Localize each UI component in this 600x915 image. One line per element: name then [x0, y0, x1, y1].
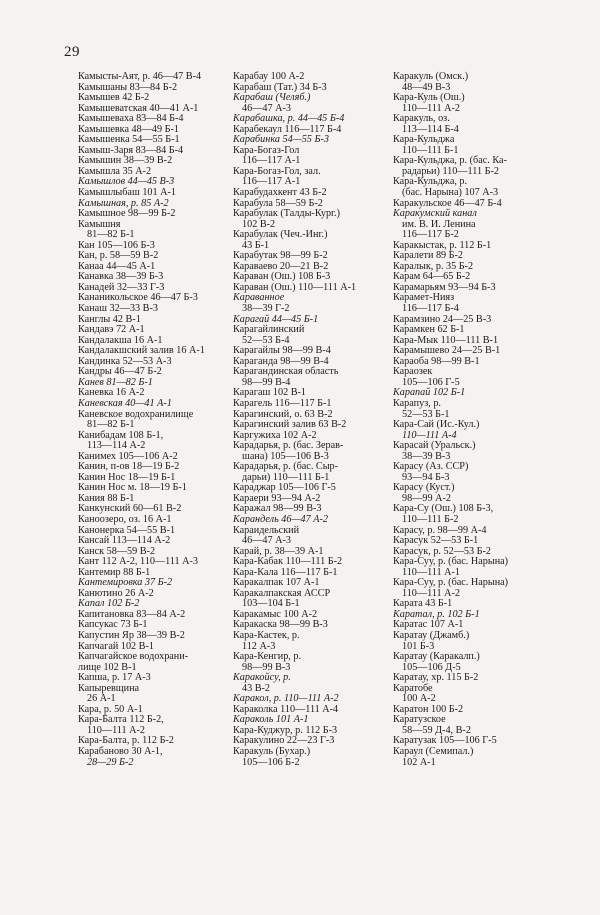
index-entry: Капитановка 83—84 А-2 [78, 608, 186, 620]
index-entry: Карабудахкент 43 Б-2 [233, 187, 327, 199]
index-entry: Кара-Куль (Ош.) [393, 92, 465, 104]
index-entry: Карамет-Нияз [393, 292, 455, 304]
index-entry: Камысты-Аят, р. 46—47 В-4 [78, 71, 202, 82]
index-entry: Камышлов 44—45 В-3 [78, 176, 175, 188]
index-entry: им. В. И. Ленина [402, 218, 476, 230]
index-entry: Карамарьям 93—94 Б-3 [393, 281, 496, 293]
index-entry: Каноозеро, оз. 16 А-1 [78, 513, 172, 525]
index-entry: 46—47 А-3 [242, 535, 291, 547]
index-entry: Караидельский [233, 524, 300, 536]
index-entry: Кандавэ 72 А-1 [78, 324, 145, 336]
index-entry: дарьи) 110—111 Б-1 [242, 471, 330, 483]
index-entry: Камышня [78, 218, 121, 230]
index-entry: 116—117 А-1 [242, 155, 301, 167]
index-entry: 110—111 А-2 [87, 724, 146, 736]
index-entry: Канин Нос 18—19 Б-1 [78, 471, 176, 483]
index-entry: Каратау, хр. 115 Б-2 [393, 672, 479, 684]
index-entry: Каргужиха 102 А-2 [233, 429, 317, 441]
index-entry: 81—82 Б-1 [87, 229, 135, 241]
index-entry: Карагайлинский [233, 324, 305, 336]
index-entry: Кара-Кульджа, р. [393, 176, 468, 188]
index-entry: Камышенка 54—55 Б-1 [78, 134, 180, 146]
index-entry: Камышев 42 Б-2 [78, 92, 150, 104]
index-entry: 102 В-2 [242, 218, 276, 230]
index-entry: Камышное 98—99 Б-2 [78, 208, 176, 220]
index-entry: Карапай 102 Б-1 [393, 387, 466, 399]
index-entry: Карай, р. 38—39 А-1 [233, 545, 324, 557]
index-entry: Камышлыбаш 101 А-1 [78, 187, 177, 199]
index-entry: Каракуль (Омск.) [393, 71, 469, 82]
index-entry: Кара-Мык 110—111 В-1 [393, 334, 499, 346]
index-entry: Кан, р. 58—59 В-2 [78, 250, 159, 262]
index-entry: Кара-Кастек, р. [233, 629, 300, 641]
index-entry: 110—111 А-2 [402, 587, 461, 599]
index-entry: 101 Б-3 [402, 640, 435, 652]
index-entry: Канкунский 60—61 В-2 [78, 503, 182, 515]
index-entry: Кара-Богаз-Гол, зал. [233, 165, 321, 177]
index-entry: Каратау (Джамб.) [393, 629, 470, 641]
index-entry: Каракумский канал [393, 208, 477, 220]
index-column-2 [233, 72, 390, 768]
index-entry: 98—99 А-2 [402, 492, 451, 504]
index-entry: Карамзино 24—25 В-3 [393, 313, 492, 325]
index-entry: Карасу (Аз. ССР) [393, 461, 469, 473]
index-entry: Каракуль (Бухар.) [233, 746, 311, 757]
index-entry: Каракойсу, р. [233, 672, 291, 684]
index-entry: 52—53 Б-1 [402, 408, 450, 420]
index-entry: 110—111 А-1 [402, 566, 461, 578]
index-entry: Каратузак 105—106 Г-5 [393, 735, 497, 747]
index-entry: 112 А-3 [242, 640, 276, 652]
index-entry: Карагай 44—45 Б-1 [233, 313, 319, 325]
index-entry: Карабинка 54—55 Б-3 [233, 134, 329, 146]
index-entry: Канаш 32—33 В-3 [78, 303, 158, 315]
index-entry: Кара-Суу, р. (бас. Нарына) [393, 556, 509, 568]
index-entry: Канаа 44—45 А-1 [78, 260, 156, 272]
index-column-3 [393, 72, 551, 768]
index-entry: Канглы 42 В-1 [78, 313, 141, 325]
index-entry: Канонерка 54—55 В-1 [78, 524, 176, 536]
index-entry: 113—114 А-2 [87, 440, 146, 452]
index-entry: Каракульское 46—47 Б-4 [393, 197, 502, 209]
index-entry: Капал 102 Б-2 [78, 598, 140, 610]
index-entry: Кандалакшский залив 16 А-1 [78, 345, 205, 357]
index-entry: 46—47 А-3 [242, 102, 291, 114]
index-entry: 98—99 В-3 [242, 661, 291, 673]
index-entry: Карагандинская область [233, 366, 339, 378]
index-entry: Кантемир 88 Б-1 [78, 566, 151, 578]
index-entry: Карасук 52—53 Б-1 [393, 535, 479, 547]
index-entry: Каракол, р. 110—111 А-2 [233, 693, 339, 705]
index-entry: Карагаш 102 В-1 [233, 387, 306, 399]
index-entry: 105—106 Д-5 [402, 661, 461, 673]
index-entry: Карасай (Уральск.) [393, 440, 476, 452]
index-entry: Канимех 105—106 А-2 [78, 450, 178, 462]
index-entry: Карагинский, о. 63 В-2 [233, 408, 333, 420]
index-entry: радарьи) 110—111 Б-2 [402, 165, 499, 177]
index-entry: Каратузское [393, 714, 446, 726]
index-entry: Каралык, р. 35 Б-2 [393, 260, 474, 272]
index-entry: Каракалпакская АССР [233, 587, 331, 599]
index-entry: Караул (Семипал.) [393, 746, 474, 757]
index-entry: Кара-Кульджа, р. (бас. Ка- [393, 155, 507, 167]
index-entry: Кансай 113—114 А-2 [78, 535, 171, 547]
index-entry: Каражал 98—99 В-3 [233, 503, 322, 515]
index-entry: Караколка 110—111 А-4 [233, 703, 339, 715]
index-entry: Карам 64—65 Б-2 [393, 271, 471, 283]
index-entry: Канев 81—82 Б-1 [78, 376, 153, 388]
index-entry: Камышин 38—39 В-2 [78, 155, 173, 167]
index-entry: 110—111 Б-1 [402, 144, 459, 156]
index-entry: 100 А-2 [402, 693, 436, 705]
index-entry: Каракалпак 107 А-1 [233, 577, 320, 589]
index-entry: 38—39 Г-2 [242, 303, 290, 315]
index-entry: Капчагайское водохрани- [78, 651, 189, 663]
index-entry: Каратас 107 А-1 [393, 619, 464, 631]
index-entry: Кан 105—106 Б-3 [78, 239, 155, 251]
index-entry: Кананикольское 46—47 Б-3 [78, 292, 198, 304]
page-number: 29 [64, 44, 80, 60]
index-entry: Канин, п-ов 18—19 Б-2 [78, 461, 180, 473]
index-entry: 116—117 А-1 [242, 176, 301, 188]
index-entry: 110—111 Б-2 [402, 513, 459, 525]
index-entry: Карабула 58—59 Б-2 [233, 197, 323, 209]
index-entry: Кант 112 А-2, 110—111 А-3 [78, 556, 199, 568]
index-entry: Канин Нос м. 18—19 Б-1 [78, 482, 187, 494]
index-entry: 116—117 Б-2 [402, 229, 459, 241]
index-entry: Карамышево 24—25 В-1 [393, 345, 501, 357]
index-entry: Карапуз, р. [393, 397, 441, 409]
index-entry: Карагель 116—117 Б-1 [233, 397, 332, 409]
index-entry: Карабаново 30 А-1, [78, 746, 163, 757]
index-column-1 [78, 72, 228, 768]
index-entry: Карасук, р. 52—53 Б-2 [393, 545, 491, 557]
index-entry: Карабаш (Челяб.) [233, 92, 311, 104]
index-entry: Каратал, р. 102 Б-1 [393, 608, 480, 620]
index-entry: Карагайлы 98—99 В-4 [233, 345, 331, 357]
index-entry: 52—53 Б-4 [242, 334, 290, 346]
index-entry: Кара-Богаз-Гол [233, 144, 300, 156]
index-entry: Карaоба 98—99 В-1 [393, 355, 480, 367]
index-entry: 105—106 Г-5 [402, 376, 460, 388]
index-entry: Кандры 46—47 Б-2 [78, 366, 162, 378]
index-entry: Каракамыс 100 А-2 [233, 608, 318, 620]
index-entry: Кара-Кенгир, р. [233, 651, 302, 663]
index-entry: Каракыстак, р. 112 Б-1 [393, 239, 492, 251]
index-entry: Кандалакша 16 А-1 [78, 334, 163, 346]
index-entry: Карандель 46—47 А-2 [233, 513, 328, 525]
index-entry: Карадарья, р. (бас. Сыр- [233, 461, 339, 473]
index-entry: 81—82 Б-1 [87, 419, 135, 431]
index-entry: Кантемировка 37 Б-2 [78, 577, 173, 589]
index-entry: Кандинка 52—53 А-3 [78, 355, 172, 367]
index-entry: Карабутак 98—99 Б-2 [233, 250, 328, 262]
index-entry: Карасу (Куст.) [393, 482, 455, 494]
index-entry: 102 А-1 [402, 756, 436, 768]
index-entry: Каратон 100 Б-2 [393, 703, 464, 715]
index-entry: Каракуль, оз. [393, 113, 450, 125]
index-entry: Карабулак (Талды-Кург.) [233, 208, 340, 220]
index-entry: Кара-Балта, р. 112 Б-2 [78, 735, 174, 747]
index-entry: Карабау 100 А-2 [233, 71, 305, 82]
index-entry: 38—39 В-3 [402, 450, 451, 462]
index-entry: Каракаска 98—99 В-3 [233, 619, 328, 631]
index-entry: Каралети 89 Б-2 [393, 250, 464, 262]
index-entry: Караваево 20—21 В-2 [233, 260, 329, 272]
index-entry: Караван (Ош.) 110—111 А-1 [233, 281, 357, 293]
index-entry: Канибадам 108 Б-1, [78, 429, 164, 441]
index-entry: Кара-Кала 116—117 Б-1 [233, 566, 338, 578]
index-entry: 116—117 Б-4 [402, 303, 459, 315]
index-entry: Карата 43 Б-1 [393, 598, 453, 610]
index-entry: Караджар 105—106 Г-5 [233, 482, 336, 494]
index-entry: Каневская 40—41 А-1 [78, 397, 172, 409]
index-entry: Камышеваха 83—84 Б-4 [78, 113, 184, 125]
index-entry: Карабекаул 116—117 Б-4 [233, 123, 342, 135]
index-entry: Кара-Балта 112 Б-2, [78, 714, 164, 726]
index-entry: 113—114 Б-4 [402, 123, 459, 135]
index-entry: 58—59 Д-4, В-2 [402, 724, 471, 736]
index-entry: шана) 105—106 В-3 [242, 450, 329, 462]
index-entry: Кара-Су (Ош.) 108 Б-3, [393, 503, 494, 515]
index-entry: Камышная, р. 85 А-2 [78, 197, 169, 209]
index-entry: Кания 88 Б-1 [78, 492, 135, 504]
index-entry: Караганда 98—99 В-4 [233, 355, 329, 367]
index-entry: Камышеватская 40—41 А-1 [78, 102, 199, 114]
index-entry: Карабаш (Тат.) 34 Б-3 [233, 81, 327, 93]
index-entry: Канютино 26 А-2 [78, 587, 154, 599]
index-entry: Кара-Суу, р. (бас. Нарына) [393, 577, 509, 589]
index-entry: Карагинский залив 63 В-2 [233, 419, 347, 431]
index-entry: Караколь 101 А-1 [233, 714, 309, 726]
index-entry: Каракулино 22—23 Г-3 [233, 735, 335, 747]
index-entry: Капсукас 73 Б-1 [78, 619, 148, 631]
index-entry: 110—111 А-4 [402, 429, 457, 441]
index-entry: Канск 58—59 В-2 [78, 545, 156, 557]
index-entry: Кара-Кабак 110—111 Б-2 [233, 556, 343, 568]
index-entry: Караван (Ош.) 108 Б-3 [233, 271, 331, 283]
index-entry: 43 Б-1 [242, 239, 270, 251]
index-entry: Караозек [393, 366, 433, 378]
index-entry: Карадарья, р. (бас. Зерав- [233, 440, 344, 452]
index-entry: Камышевка 48—49 Б-1 [78, 123, 179, 135]
index-entry: 110—111 А-2 [402, 102, 461, 114]
index-entry: Капчагай 102 В-1 [78, 640, 154, 652]
index-entry: 26 А-1 [87, 693, 116, 705]
index-entry: Карабулак (Чеч.-Инг.) [233, 229, 328, 241]
index-entry: Каневка 16 А-2 [78, 387, 145, 399]
index-entry: 105—106 Б-2 [242, 756, 300, 768]
index-entry: Караери 93—94 А-2 [233, 492, 321, 504]
index-entry: 48—49 В-3 [402, 81, 451, 93]
index-entry: лище 102 В-1 [78, 661, 137, 673]
index-entry: Кара-Кульджа [393, 134, 455, 146]
index-entry: Кара-Сай (Ис.-Кул.) [393, 419, 480, 431]
index-entry: Камыш-Заря 83—84 Б-4 [78, 144, 184, 156]
index-entry: Капыревщина [78, 682, 140, 694]
index-entry: 93—94 Б-3 [402, 471, 450, 483]
index-entry: Канадей 32—33 Г-3 [78, 281, 165, 293]
index-entry: Карабашка, р. 44—45 Б-4 [233, 113, 345, 125]
index-entry: Камышла 35 А-2 [78, 165, 152, 177]
index-entry: Кара-Куджур, р. 112 Б-3 [233, 724, 338, 736]
index-entry: 28—29 Б-2 [87, 756, 134, 768]
index-entry: Каратау (Каракалп.) [393, 651, 480, 663]
index-entry: Карамкен 62 Б-1 [393, 324, 465, 336]
index-entry: Каратобе [393, 682, 433, 694]
index-entry: Каневское водохранилище [78, 408, 194, 420]
index-entry: Камышаны 83—84 Б-2 [78, 81, 178, 93]
index-entry: Канавка 38—39 Б-3 [78, 271, 164, 283]
index-entry: 43 В-2 [242, 682, 271, 694]
index-entry: Капустин Яр 38—39 В-2 [78, 629, 185, 641]
index-entry: (бас. Нарына) 107 А-3 [402, 187, 499, 199]
index-entry: Кара, р. 50 А-1 [78, 703, 143, 715]
index-entry: Капша, р. 17 А-3 [78, 672, 151, 684]
index-entry: 103—104 Б-1 [242, 598, 300, 610]
index-entry: 98—99 В-4 [242, 376, 291, 388]
index-entry: Караванное [233, 292, 285, 304]
index-entry: Карасу, р. 98—99 А-4 [393, 524, 487, 536]
